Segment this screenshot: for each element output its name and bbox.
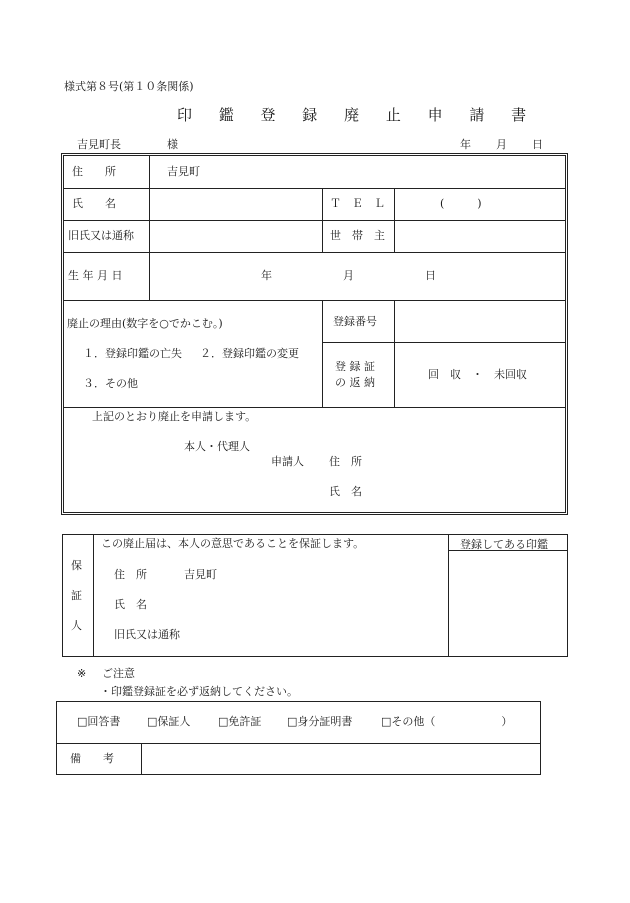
declaration-text: 上記のとおり廃止を申請します。: [92, 410, 257, 423]
reason-option-2[interactable]: ２．登録印鑑の変更: [200, 347, 299, 360]
applicant-label: 申請人: [271, 455, 304, 468]
reason-option-3[interactable]: ３．その他: [83, 377, 138, 390]
applicant-name-label: 氏 名: [329, 485, 362, 498]
tel-value[interactable]: ( ): [440, 197, 482, 210]
addressee: 吉見町長: [77, 138, 121, 151]
dob-year-label: 年: [261, 269, 272, 282]
guarantor-statement: この廃止届は、本人の意思であることを保証します。: [101, 537, 365, 550]
honorific: 様: [167, 138, 178, 151]
cert-return-value[interactable]: 回 収 ・ 未回収: [428, 368, 527, 381]
form-reference: 様式第８号(第１０条関係): [64, 80, 194, 93]
householder-label: 世 帯 主: [330, 229, 385, 242]
guarantor-address-value[interactable]: 吉見町: [184, 568, 217, 581]
checkbox-other[interactable]: □その他（ ）: [381, 715, 513, 728]
reason-label: 廃止の理由(数字を○でかこむ。): [67, 317, 223, 330]
registered-seal-header: 登録してある印鑑: [460, 538, 548, 551]
date-year-label: 年: [460, 138, 471, 151]
checkbox-id-certificate[interactable]: □身分証明書: [287, 715, 353, 728]
checkbox-license[interactable]: □免許証: [218, 715, 262, 728]
date-month-label: 月: [496, 138, 507, 151]
cert-return-label-1: 登 録 証: [335, 360, 375, 373]
tel-label: Ｔ Ｅ Ｌ: [330, 197, 385, 210]
agent-label[interactable]: 本人・代理人: [184, 440, 250, 453]
oldname-label: 旧氏又は通称: [68, 229, 134, 242]
applicant-address-label: 住 所: [329, 455, 362, 468]
guarantor-address-label: 住 所: [114, 568, 147, 581]
page-title: 印 鑑 登 録 廃 止 申 請 書: [177, 106, 538, 124]
dob-month-label: 月: [343, 269, 354, 282]
address-value[interactable]: 吉見町: [167, 165, 200, 178]
registration-number-label: 登録番号: [333, 315, 377, 328]
name-label: 氏 名: [72, 197, 116, 210]
dob-label: 生 年 月 日: [68, 269, 123, 282]
address-label: 住 所: [72, 165, 116, 178]
checkbox-reply-letter[interactable]: □回答書: [77, 715, 121, 728]
remarks-label: 備 考: [70, 752, 114, 765]
note-mark: ※: [77, 667, 87, 680]
guarantor-label-3: 人: [71, 619, 82, 632]
reason-option-1[interactable]: １．登録印鑑の亡失: [83, 347, 182, 360]
date-day-label: 日: [532, 138, 543, 151]
guarantor-oldname-label: 旧氏又は通称: [114, 628, 180, 641]
application-form-inner: [63, 155, 566, 513]
guarantor-label-1: 保: [71, 559, 82, 572]
note-title: ご注意: [102, 667, 135, 680]
checkbox-guarantor[interactable]: □保証人: [147, 715, 191, 728]
checklist-box: [56, 701, 541, 775]
guarantor-name-label: 氏 名: [114, 598, 147, 611]
dob-day-label: 日: [425, 269, 436, 282]
cert-return-label-2: の 返 納: [335, 376, 375, 389]
guarantor-label-2: 証: [71, 589, 82, 602]
note-item: ・印鑑登録証を必ず返納してください。: [100, 685, 298, 698]
